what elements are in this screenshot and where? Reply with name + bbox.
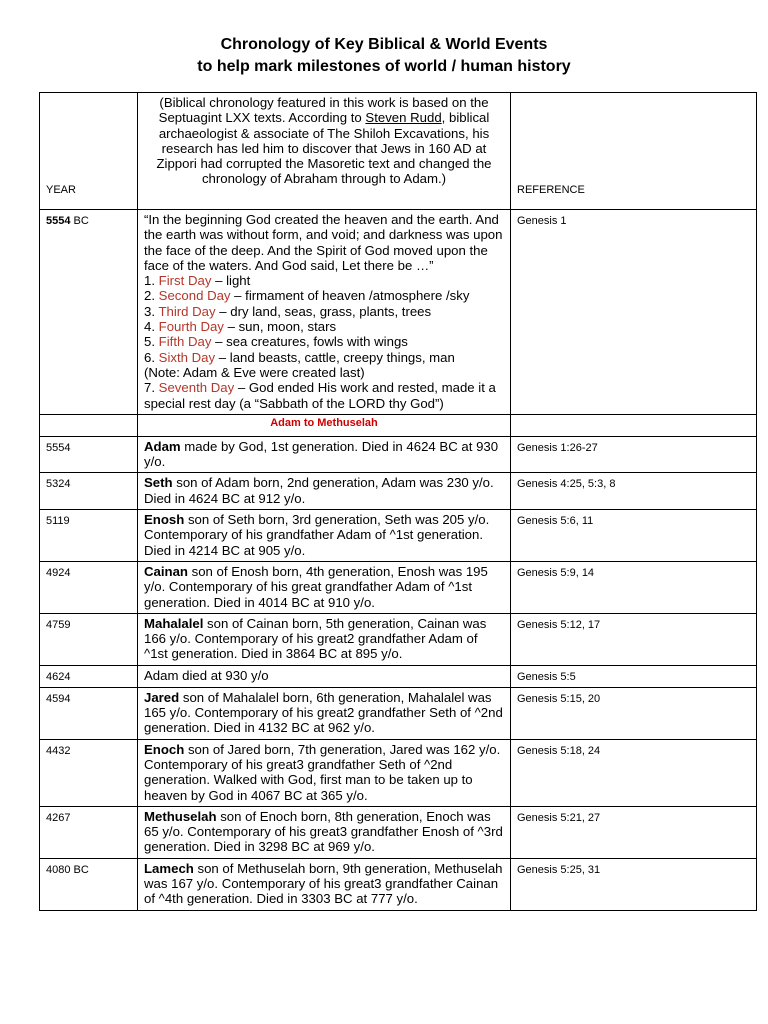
creation-day-7 (144, 380, 504, 411)
intro-text-before: (Biblical chronology featured in this work is based on the Septuagint LXX texts. According to (158, 95, 489, 126)
row-description (138, 510, 511, 562)
day-text: – firmament of heaven /atmosphere /sky (230, 288, 470, 304)
day-number: 7. (144, 380, 159, 396)
intro-text-after: , biblical archaeologist & associate of The Shiloh Excavations, his research has led him to discover that Jews in 160 AD at Zippori had corrupted the Masoretic text and changed the chronology of Abraham through to Adam.) (156, 110, 492, 187)
creation-year (40, 210, 138, 415)
creation-days-list (144, 273, 504, 365)
person-name: Enosh (144, 512, 185, 528)
row-description (138, 613, 511, 665)
table-row (40, 510, 757, 562)
row-description (138, 561, 511, 613)
day-name: Second Day (158, 288, 231, 304)
day-number: 5. (144, 334, 159, 350)
day-text: – light (211, 273, 251, 289)
day-number: 3. (144, 303, 159, 319)
table-row (40, 561, 757, 613)
day-text: – land beasts, cattle, creepy things, man (215, 349, 455, 365)
page-title: Chronology of Key Biblical & World Events (220, 36, 548, 53)
row-description (138, 739, 511, 806)
intro-note (138, 93, 511, 210)
table-row (40, 473, 757, 510)
creation-day-3 (144, 304, 504, 319)
creation-day-5 (144, 334, 504, 349)
day-name: Seventh Day (158, 380, 235, 396)
header-row (40, 93, 757, 210)
row-year: 4759 (40, 613, 138, 665)
row-text: son of Jared born, 7th generation, Jared was 162 y/o. Contemporary of his great3 grandfather Seth of ^2nd generation. Walked with God, first man to be taken up to heaven by God in 4067 BC at 365 y/o. (144, 741, 501, 803)
row-description (138, 665, 511, 687)
day-name: Third Day (158, 303, 216, 319)
table-row (40, 665, 757, 687)
table-row (40, 858, 757, 910)
day-text: – sea creatures, fowls with wings (211, 334, 408, 350)
table-row (40, 687, 757, 739)
person-name: Enoch (144, 741, 185, 757)
table-row (40, 806, 757, 858)
person-name: Seth (144, 475, 173, 491)
day-name: First Day (158, 273, 212, 289)
row-text: son of Mahalalel born, 6th generation, Mahalalel was 165 y/o. Contemporary of his great2 grandfather Seth of ^2nd generation. Died in 4132 BC at 962 y/o. (144, 689, 503, 736)
row-reference: Genesis 5:9, 14 (511, 561, 757, 613)
table-row (40, 613, 757, 665)
row-reference: Genesis 5:25, 31 (511, 858, 757, 910)
row-reference: Genesis 5:15, 20 (511, 687, 757, 739)
section-reference-cell (511, 414, 757, 436)
day-text: – dry land, seas, grass, plants, trees (215, 303, 432, 319)
person-name: Methuselah (144, 808, 217, 824)
row-year: 4267 (40, 806, 138, 858)
person-name: Mahalalel (144, 615, 204, 631)
creation-reference: Genesis 1 (511, 210, 757, 415)
row-year: 5324 (40, 473, 138, 510)
row-text: son of Enoch born, 8th generation, Enoch was 65 y/o. Contemporary of his great3 grandfather Enosh of ^3rd generation. Died in 3298 BC at 969 y/o. (144, 808, 503, 855)
chronology-table (39, 92, 757, 911)
row-reference: Genesis 1:26-27 (511, 436, 757, 473)
row-text: son of Cainan born, 5th generation, Cainan was 166 y/o. Contemporary of his great2 grandfather Adam of ^1st generation. Died in 3864 BC at 895 y/o. (144, 615, 487, 662)
row-reference: Genesis 5:18, 24 (511, 739, 757, 806)
day-number: 4. (144, 319, 159, 335)
day-text: – God ended His work and rested, made it a special rest day (a “Sabbath of the LORD thy God”) (144, 380, 496, 411)
creation-note: (Note: Adam & Eve were created last) (144, 364, 365, 380)
row-text: son of Adam born, 2nd generation, Adam was 230 y/o. Died in 4624 BC at 912 y/o. (144, 475, 494, 506)
row-description (138, 473, 511, 510)
day-name: Sixth Day (158, 349, 216, 365)
row-text: son of Enosh born, 4th generation, Enosh was 195 y/o. Contemporary of his great grandfather Adam of ^1st generation. Died in 4014 BC at 910 y/o. (144, 563, 488, 610)
day-name: Fourth Day (158, 319, 224, 335)
person-name: Cainan (144, 563, 188, 579)
reference-column-header: REFERENCE (511, 93, 757, 210)
section-year-cell (40, 414, 138, 436)
steven-rudd-link[interactable]: Steven Rudd (365, 110, 442, 126)
day-name: Fifth Day (158, 334, 212, 350)
creation-day-6 (144, 350, 504, 365)
row-reference: Genesis 5:21, 27 (511, 806, 757, 858)
row-description (138, 687, 511, 739)
row-description (138, 436, 511, 473)
creation-year-number: 5554 (46, 215, 71, 227)
section-header-row (40, 414, 757, 436)
row-year: 5119 (40, 510, 138, 562)
row-text: son of Methuselah born, 9th generation, Methuselah was 167 y/o. Contemporary of his great3 grandfather Cainan of ^4th generation. Died in 3303 BC at 777 y/o. (144, 860, 503, 907)
row-text: son of Seth born, 3rd generation, Seth was 205 y/o. Contemporary of his grandfather Adam of ^1st generation. Died in 4214 BC at 905 y/o. (144, 512, 490, 558)
table-row (40, 739, 757, 806)
person-name: Jared (144, 689, 180, 705)
row-reference: Genesis 5:5 (511, 665, 757, 687)
row-year: 4924 (40, 561, 138, 613)
row-year: 4080 BC (40, 858, 138, 910)
row-year: 4432 (40, 739, 138, 806)
creation-description (138, 210, 511, 415)
person-name: Adam (144, 438, 181, 454)
row-reference: Genesis 5:6, 11 (511, 510, 757, 562)
creation-day-2 (144, 288, 504, 303)
row-text: made by God, 1st generation. Died in 4624 BC at 930 y/o. (144, 438, 499, 470)
creation-year-suffix: BC (70, 215, 89, 227)
section-title: Adam to Methuselah (138, 414, 511, 436)
day-text: – sun, moon, stars (223, 319, 337, 335)
year-column-header: YEAR (40, 93, 138, 210)
row-year: 5554 (40, 436, 138, 473)
creation-quote: “In the beginning God created the heaven and the earth. And the earth was without form, and void; and darkness was upon the face of the deep. And the Spirit of God moved upon the face of the waters. And God said, Let there be …” (144, 212, 503, 273)
creation-day-4 (144, 319, 504, 334)
day-number: 1. (144, 273, 159, 289)
creation-day-1 (144, 273, 504, 288)
row-reference: Genesis 5:12, 17 (511, 613, 757, 665)
row-reference: Genesis 4:25, 5:3, 8 (511, 473, 757, 510)
row-description (138, 806, 511, 858)
row-description (138, 858, 511, 910)
row-year: 4624 (40, 665, 138, 687)
person-name: Lamech (144, 860, 194, 876)
row-text: Adam died at 930 y/o (144, 667, 269, 683)
day-number: 2. (144, 288, 159, 304)
table-row (40, 436, 757, 473)
row-year: 4594 (40, 687, 138, 739)
creation-row (40, 210, 757, 415)
page-subtitle: to help mark milestones of world / human history (197, 58, 571, 75)
day-number: 6. (144, 349, 159, 365)
